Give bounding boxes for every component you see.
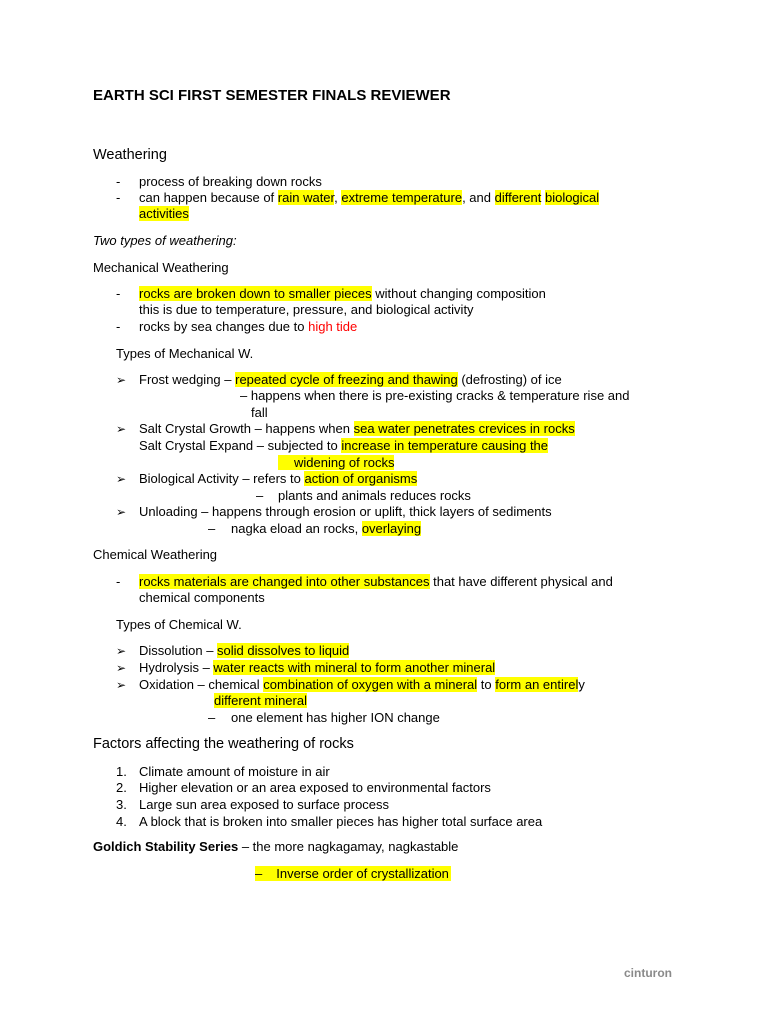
list-item-continuation: chemical components [139, 590, 265, 605]
section-heading-factors: Factors affecting the weathering of rocks [93, 736, 354, 752]
list-number: 4. [116, 814, 127, 829]
two-types-label: Two types of weathering: [93, 233, 237, 248]
list-item: Frost wedging – repeated cycle of freezing and thawing (defrosting) of ice [139, 372, 562, 387]
arrow-bullet-icon: ➢ [116, 505, 127, 519]
list-number: 3. [116, 797, 127, 812]
factor-item: Large sun area exposed to surface process [139, 797, 390, 812]
list-item: rocks by sea changes due to high tide [139, 319, 358, 334]
section-heading-mechanical: Mechanical Weathering [93, 260, 229, 275]
factor-item: Higher elevation or an area exposed to environmental factors [139, 780, 491, 795]
list-item-continuation: activities [139, 206, 189, 221]
goldich-line: Goldich Stability Series – the more nagkagamay, nagkastable [93, 839, 459, 854]
types-mechanical-label: Types of Mechanical W. [116, 346, 254, 361]
sub-dash: – [208, 710, 216, 725]
section-heading-weathering: Weathering [93, 147, 167, 163]
list-number: 1. [116, 764, 127, 779]
arrow-bullet-icon: ➢ [116, 678, 127, 692]
arrow-bullet-icon: ➢ [116, 373, 127, 387]
sub-item: nagka eload an rocks, overlaying [231, 521, 422, 536]
list-item: Salt Crystal Growth – happens when sea water penetrates crevices in rocks [139, 421, 575, 436]
factor-item: A block that is broken into smaller pieces has higher total surface area [139, 814, 543, 829]
list-item: rocks materials are changed into other substances that have different physical and [139, 574, 613, 589]
list-item: Hydrolysis – water reacts with mineral to form another mineral [139, 660, 496, 675]
list-item-continuation: widening of rocks [278, 455, 394, 471]
sub-item: one element has higher ION change [231, 710, 440, 725]
dash-bullet: - [116, 174, 121, 189]
arrow-bullet-icon: ➢ [116, 472, 127, 486]
footer-credit: cinturon [624, 966, 672, 980]
list-item: Biological Activity – refers to action of organisms [139, 471, 418, 486]
sub-dash: – [256, 488, 264, 503]
goldich-sub-item: – Inverse order of crystallization [255, 866, 449, 881]
list-item: Oxidation – chemical combination of oxygen with a mineral to form an entirely [139, 677, 585, 692]
list-item: Dissolution – solid dissolves to liquid [139, 643, 350, 658]
list-item-continuation: this is due to temperature, pressure, and biological activity [139, 302, 474, 317]
list-number: 2. [116, 780, 127, 795]
list-item: can happen because of rain water, extreme temperature, and different biological [139, 190, 600, 205]
dash-bullet: - [116, 574, 121, 589]
section-heading-chemical: Chemical Weathering [93, 547, 218, 562]
arrow-bullet-icon: ➢ [116, 422, 127, 436]
list-item-continuation: different mineral [214, 693, 307, 708]
dash-bullet: - [116, 286, 121, 301]
factor-item: Climate amount of moisture in air [139, 764, 330, 779]
types-chemical-label: Types of Chemical W. [116, 617, 242, 632]
list-item: rocks are broken down to smaller pieces without changing composition [139, 286, 546, 301]
dash-bullet: - [116, 319, 121, 334]
list-item: process of breaking down rocks [139, 174, 322, 189]
sub-item: plants and animals reduces rocks [278, 488, 471, 503]
list-item: Salt Crystal Expand – subjected to increase in temperature causing the [139, 438, 549, 453]
sub-dash: – [208, 521, 216, 536]
list-item: Unloading – happens through erosion or uplift, thick layers of sediments [139, 504, 552, 519]
sub-item-continuation: fall [251, 405, 268, 420]
dash-bullet: - [116, 190, 121, 205]
sub-item: – happens when there is pre-existing cracks & temperature rise and [240, 388, 630, 403]
arrow-bullet-icon: ➢ [116, 644, 127, 658]
page-title: EARTH SCI FIRST SEMESTER FINALS REVIEWER [93, 87, 451, 104]
arrow-bullet-icon: ➢ [116, 661, 127, 675]
